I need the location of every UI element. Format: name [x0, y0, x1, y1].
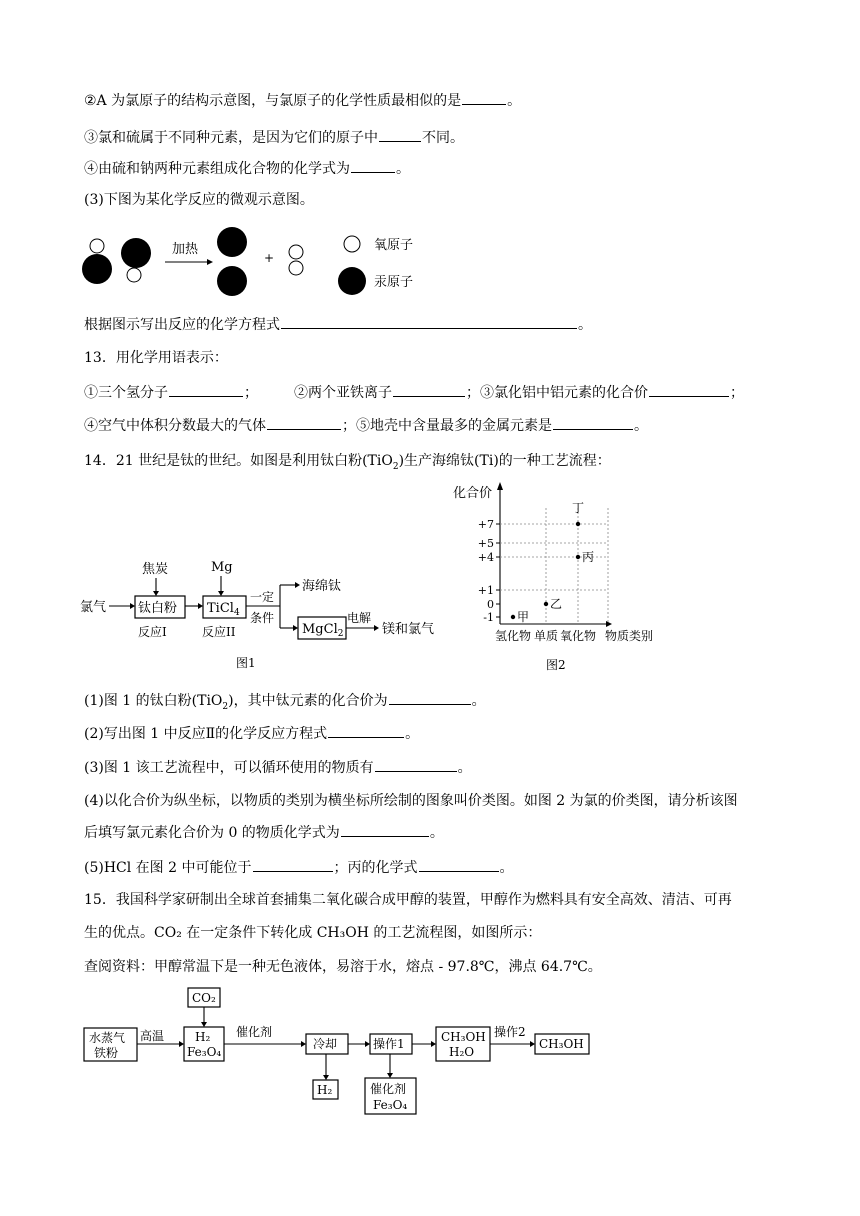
fig1-caption: 图1 [236, 656, 256, 670]
answer-blank[interactable] [379, 127, 421, 142]
op1-label: 操作1 [373, 1037, 405, 1051]
point-label: 甲 [517, 610, 530, 624]
steam-label: 水蒸气 [89, 1031, 126, 1045]
y-tick-label: +4 [477, 551, 494, 564]
q13-title: 13．用化学用语表示： [84, 350, 228, 366]
y-tick-label: +1 [477, 584, 494, 597]
q14-p5: (5)HCl 在图 2 中可能位于 ；丙的化学式 。 [84, 857, 514, 878]
mg-cl-label: 镁和氯气 [382, 622, 435, 637]
q13-line-2: ④空气中体积分数最大的气体 ；⑤地壳中含量最多的金属元素是 。 [84, 415, 648, 436]
high-temp-label: 高温 [140, 1029, 165, 1043]
legend-oxygen-icon [344, 236, 360, 252]
q12-line-6: 根据图示写出反应的化学方程式 。 [84, 314, 592, 335]
hgo-molecule-1 [82, 239, 112, 284]
answer-blank[interactable] [389, 690, 471, 705]
fe3o4-out-label: Fe₃O₄ [373, 1098, 408, 1112]
q12-line-2: ②A 为氯原子的结构示意图，与氯原子的化学性质最相似的是 。 [84, 90, 521, 111]
answer-blank[interactable] [649, 382, 729, 397]
co2-label: CO₂ [192, 991, 216, 1005]
ticl4-label: TiCl$_4$ [207, 601, 240, 618]
fe3o4-label: Fe₃O₄ [187, 1045, 222, 1059]
hgo-molecule-2 [121, 238, 151, 282]
q14-p4a: (4)以化合价为纵坐标，以物质的类别为横坐标所绘制的图象叫价类图。如图 2 为氯的价类图，请分析该图 [84, 793, 738, 809]
mgcl2-label: MgCl$_2$ [302, 622, 344, 639]
valence-point [576, 522, 580, 526]
x-category-label: 氢化物 [494, 629, 532, 643]
q15-line-1: 15．我国科学家研制出全球首套捕集二氧化碳合成甲醇的装置，甲醇作为燃料具有安全高效、清洁、可再 [84, 892, 732, 908]
cool-label: 冷却 [313, 1037, 338, 1051]
iron-label: 铁粉 [94, 1046, 119, 1060]
q12-line-4: ④由硫和钠两种元素组成化合物的化学式为 。 [84, 158, 410, 179]
valence-point [544, 602, 548, 606]
ch3oh-final-label: CH₃OH [539, 1037, 584, 1051]
h2o-label: H₂O [449, 1045, 475, 1059]
plus-sign: + [264, 251, 275, 265]
answer-blank[interactable] [462, 90, 506, 105]
q15-process-flow [80, 984, 600, 1119]
answer-blank[interactable] [267, 415, 341, 430]
y-tick-label: 0 [487, 598, 494, 611]
y-tick-label: +7 [477, 518, 494, 531]
catalyst-label: 催化剂 [236, 1025, 273, 1039]
q14-p2: (2)写出图 1 中反应Ⅱ的化学反应方程式 。 [84, 723, 419, 744]
answer-blank[interactable] [553, 415, 633, 430]
answer-blank[interactable] [419, 857, 499, 872]
q12-line-5: (3)下图为某化学反应的微观示意图。 [84, 192, 314, 208]
h2-label: H₂ [195, 1030, 211, 1044]
answer-blank[interactable] [169, 382, 243, 397]
mg-label: Mg [211, 560, 233, 575]
q15-line-2: 生的优点。CO₂ 在一定条件下转化成 CH₃OH 的工艺流程图，如图所示： [84, 925, 542, 941]
fig1-process-flow [80, 550, 450, 675]
fig2-caption: 图2 [546, 658, 566, 672]
y-tick-label: +5 [477, 537, 494, 550]
condition-label-2: 条件 [250, 611, 275, 625]
fig2-ylabel: 化合价 [453, 486, 493, 501]
coke-label: 焦炭 [142, 562, 169, 577]
hg-atom [217, 266, 247, 296]
valence-point [576, 555, 580, 559]
answer-blank[interactable] [281, 314, 577, 329]
answer-blank[interactable] [375, 757, 457, 772]
reaction-2-label: 反应II [202, 625, 236, 639]
q14-p4b: 后填写氯元素化合价为 0 的物质化学式为 。 [84, 822, 444, 843]
ch3oh-label: CH₃OH [441, 1030, 486, 1044]
answer-blank[interactable] [351, 158, 395, 173]
legend-mercury: 汞原子 [374, 275, 414, 290]
sponge-ti-label: 海绵钛 [302, 579, 342, 594]
answer-blank[interactable] [393, 382, 465, 397]
y-tick-label: -1 [483, 611, 494, 624]
point-label: 乙 [550, 597, 563, 611]
valence-point [511, 615, 515, 619]
x-category-label: 单质 [533, 629, 559, 643]
catalyst-out-label: 催化剂 [370, 1082, 407, 1096]
answer-blank[interactable] [328, 723, 404, 738]
q14-title: 14．21 世纪是钛的世纪。如图是利用钛白粉(TiO$_2$)生产海绵钛(Ti)的一种工艺流程： [84, 453, 611, 472]
chlorine-label: 氯气 [80, 600, 107, 615]
condition-label-1: 一定 [250, 590, 275, 604]
fig2-valence-chart [450, 478, 700, 676]
op2-label: 操作2 [494, 1025, 526, 1039]
answer-blank[interactable] [341, 822, 429, 837]
point-label: 丁 [572, 501, 585, 515]
h2-out-label: H₂ [317, 1083, 333, 1097]
reaction-1-label: 反应I [138, 625, 167, 639]
fig2-xlabel: 物质类别 [605, 629, 654, 643]
heat-label: 加热 [172, 242, 199, 257]
answer-blank[interactable] [253, 857, 333, 872]
q15-line-3: 查阅资料：甲醇常温下是一种无色液体，易溶于水，熔点 - 97.8℃，沸点 64.7℃。 [84, 959, 602, 975]
q14-p1: (1)图 1 的钛白粉(TiO$_2$)，其中钛元素的化合价为 。 [84, 690, 486, 717]
q14-p3: (3)图 1 该工艺流程中，可以循环使用的物质有 。 [84, 757, 472, 778]
reaction-micro-diagram [80, 225, 440, 305]
electrolysis-label: 电解 [347, 611, 372, 625]
point-label: 丙 [582, 550, 595, 564]
legend-mercury-icon [338, 267, 366, 295]
x-category-label: 氧化物 [559, 629, 597, 643]
tio2-label: 钛白粉 [138, 601, 178, 616]
o2-molecule [289, 245, 303, 275]
q13-line-1: ①三个氢分子 ； ②两个亚铁离子 ；③氯化铝中铝元素的化合价 ； [84, 382, 744, 403]
legend-oxygen: 氧原子 [374, 238, 414, 253]
hg-atom [217, 227, 247, 257]
q12-line-3: ③氯和硫属于不同种元素，是因为它们的原子中 不同。 [84, 127, 464, 148]
